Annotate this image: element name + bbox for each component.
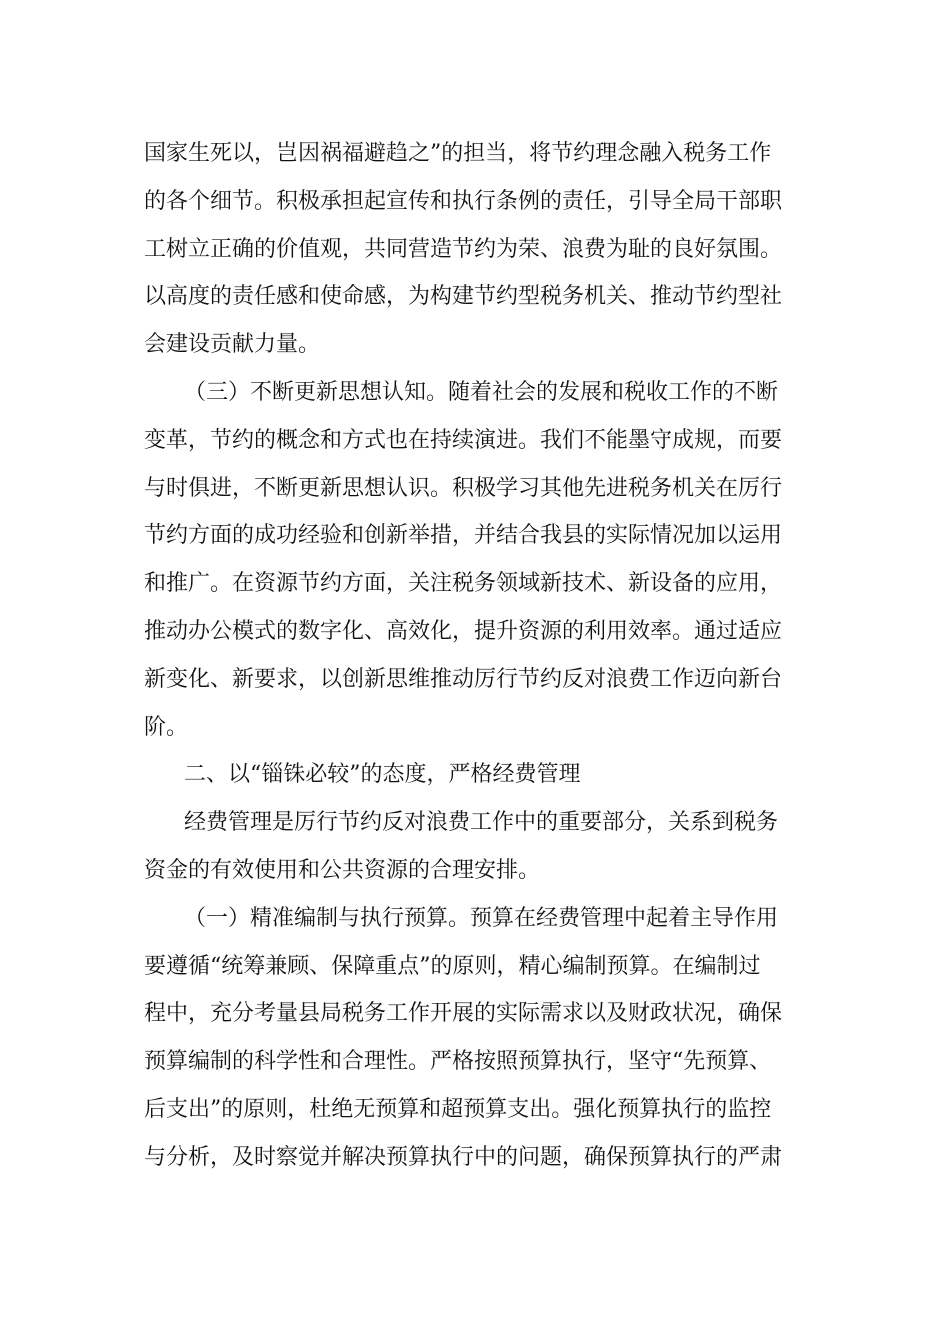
text-line: 要遵循“统筹兼顾、保障重点”的原则，精心编制预算。在编制过 bbox=[144, 953, 761, 979]
text-line: 变革，节约的概念和方式也在持续演进。我们不能墨守成规，而要 bbox=[144, 427, 783, 453]
text-line: 经费管理是厉行节约反对浪费工作中的重要部分，关系到税务 bbox=[184, 810, 779, 836]
text-line: 预算编制的科学性和合理性。严格按照预算执行，坚守“先预算、 bbox=[144, 1049, 772, 1075]
text-line: 的各个细节。积极承担起宣传和执行条例的责任，引导全局干部职 bbox=[144, 188, 783, 214]
text-line: 后支出”的原则，杜绝无预算和超预算支出。强化预算执行的监控 bbox=[144, 1096, 772, 1122]
paragraph bbox=[144, 130, 814, 369]
text-line: 新变化、新要求，以创新思维推动厉行节约反对浪费工作迈向新台 bbox=[144, 666, 783, 692]
text-line: 阶。 bbox=[144, 714, 189, 740]
document-body bbox=[144, 130, 814, 1182]
text-line: 与分析，及时察觉并解决预算执行中的问题，确保预算执行的严肃 bbox=[144, 1144, 783, 1170]
text-line: 二、以“锱铢必较”的态度，严格经费管理 bbox=[184, 762, 581, 788]
text-line: 程中，充分考量县局税务工作开展的实际需求以及财政状况，确保 bbox=[144, 1001, 783, 1027]
text-line: 国家生死以，岂因祸福避趋之”的担当，将节约理念融入税务工作 bbox=[144, 141, 772, 166]
paragraph bbox=[144, 369, 814, 751]
text-line: （三）不断更新思想认知。随着社会的发展和税收工作的不断 bbox=[184, 379, 779, 405]
paragraph bbox=[144, 895, 814, 1182]
text-line: 会建设贡献力量。 bbox=[144, 332, 321, 358]
text-line: 工树立正确的价值观，共同营造节约为荣、浪费为耻的良好氛围。 bbox=[144, 236, 783, 262]
text-line: （一）精准编制与执行预算。预算在经费管理中起着主导作用 bbox=[184, 905, 779, 931]
text-line: 以高度的责任感和使命感，为构建节约型税务机关、推动节约型社 bbox=[144, 284, 783, 310]
paragraph bbox=[144, 799, 814, 895]
text-line: 节约方面的成功经验和创新举措，并结合我县的实际情况加以运用 bbox=[144, 523, 783, 549]
text-line: 资金的有效使用和公共资源的合理安排。 bbox=[144, 857, 541, 883]
text-line: 与时俱进，不断更新思想认识。积极学习其他先进税务机关在厉行 bbox=[144, 475, 783, 501]
text-line: 推动办公模式的数字化、高效化，提升资源的利用效率。通过适应 bbox=[144, 618, 783, 644]
text-line: 和推广。在资源节约方面，关注税务领域新技术、新设备的应用， bbox=[144, 571, 783, 597]
paragraph bbox=[144, 751, 814, 799]
